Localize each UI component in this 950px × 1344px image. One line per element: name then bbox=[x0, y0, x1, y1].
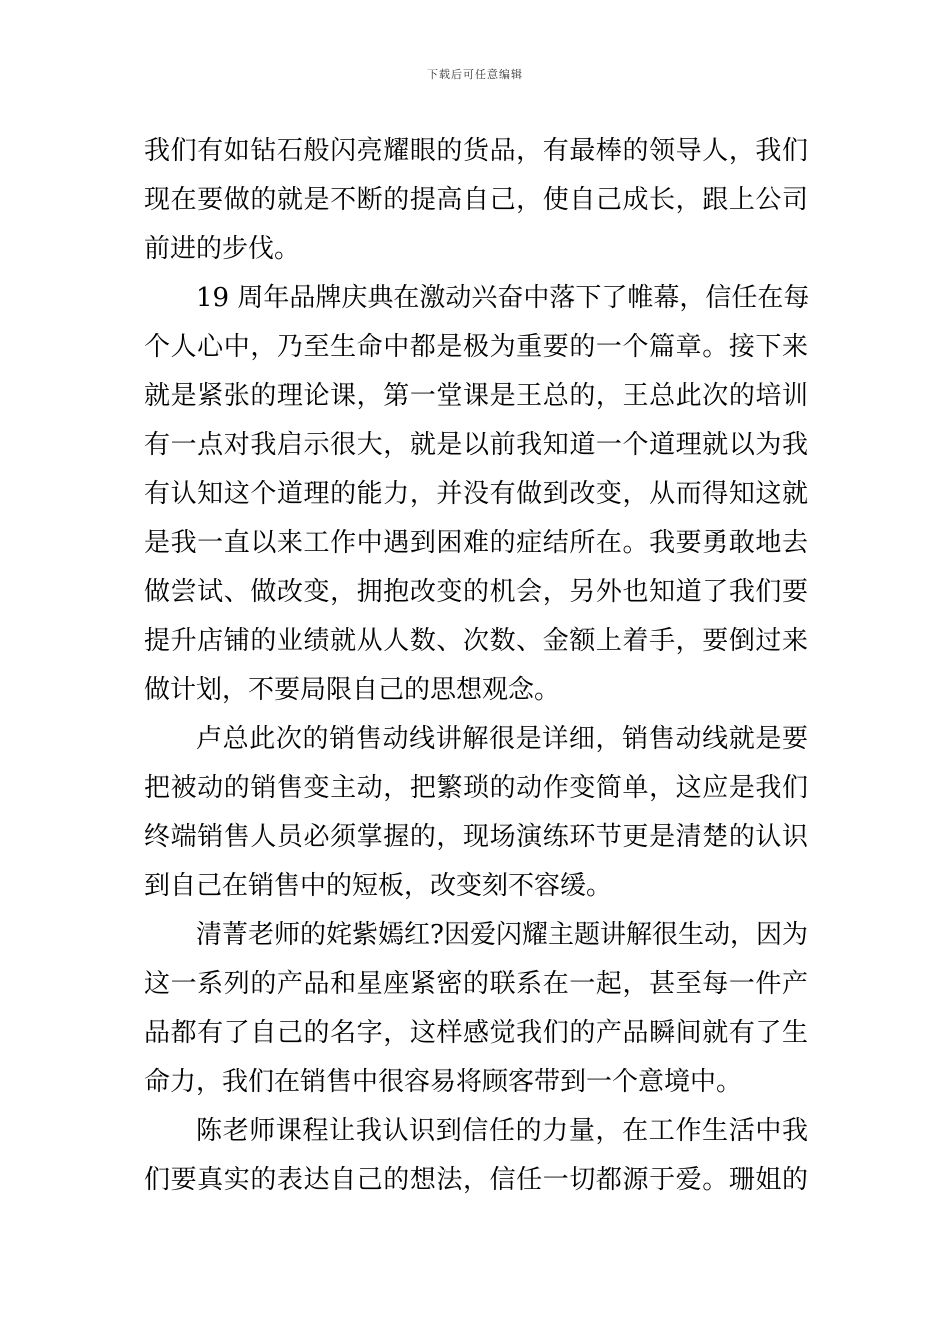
text-line: 们要真实的表达自己的想法，信任一切都源于爱。珊姐的 bbox=[144, 1165, 808, 1195]
paragraph bbox=[144, 1107, 808, 1205]
text-line: 这一系列的产品和星座紧密的联系在一起，甚至每一件产 bbox=[144, 969, 808, 999]
text-line: 到自己在销售中的短板，改变刻不容缓。 bbox=[144, 871, 613, 901]
text-line: 19 周年品牌庆典在激动兴奋中落下了帷幕，信任在每 bbox=[196, 283, 810, 313]
text-line: 是我一直以来工作中遇到困难的症结所在。我要勇敢地去 bbox=[144, 528, 808, 558]
text-line: 陈老师课程让我认识到信任的力量，在工作生活中我 bbox=[196, 1116, 808, 1146]
text-line: 有一点对我启示很大，就是以前我知道一个道理就以为我 bbox=[144, 430, 808, 460]
text-line: 个人心中，乃至生命中都是极为重要的一个篇章。接下来 bbox=[144, 332, 808, 362]
paragraph bbox=[144, 127, 808, 274]
text-line: 品都有了自己的名字，这样感觉我们的产品瞬间就有了生 bbox=[144, 1018, 808, 1048]
text-line: 现在要做的就是不断的提高自己，使自己成长，跟上公司 bbox=[144, 185, 808, 215]
text-line: 前进的步伐。 bbox=[144, 234, 301, 264]
text-line: 有认知这个道理的能力，并没有做到改变，从而得知这就 bbox=[144, 479, 808, 509]
text-line: 就是紧张的理论课，第一堂课是王总的，王总此次的培训 bbox=[144, 381, 808, 411]
paragraph bbox=[144, 715, 808, 911]
paragraph bbox=[144, 911, 808, 1107]
paragraph bbox=[144, 274, 808, 715]
text-line: 我们有如钻石般闪亮耀眼的货品，有最棒的领导人，我们 bbox=[144, 136, 808, 166]
text-line: 清菁老师的姹紫嫣红?因爱闪耀主题讲解很生动，因为 bbox=[196, 920, 808, 950]
text-line: 终端销售人员必须掌握的，现场演练环节更是清楚的认识 bbox=[144, 822, 808, 852]
text-line: 卢总此次的销售动线讲解很是详细，销售动线就是要 bbox=[196, 724, 808, 754]
text-line: 做尝试、做改变，拥抱改变的机会，另外也知道了我们要 bbox=[144, 577, 808, 607]
text-line: 做计划，不要局限自己的思想观念。 bbox=[144, 675, 561, 705]
text-line: 提升店铺的业绩就从人数、次数、金额上着手，要倒过来 bbox=[144, 626, 808, 656]
text-line: 把被动的销售变主动，把繁琐的动作变简单，这应是我们 bbox=[144, 773, 808, 803]
document-body bbox=[144, 127, 808, 1205]
text-line: 命力，我们在销售中很容易将顾客带到一个意境中。 bbox=[144, 1067, 743, 1097]
page-header: 下载后可任意编辑 bbox=[427, 68, 523, 81]
